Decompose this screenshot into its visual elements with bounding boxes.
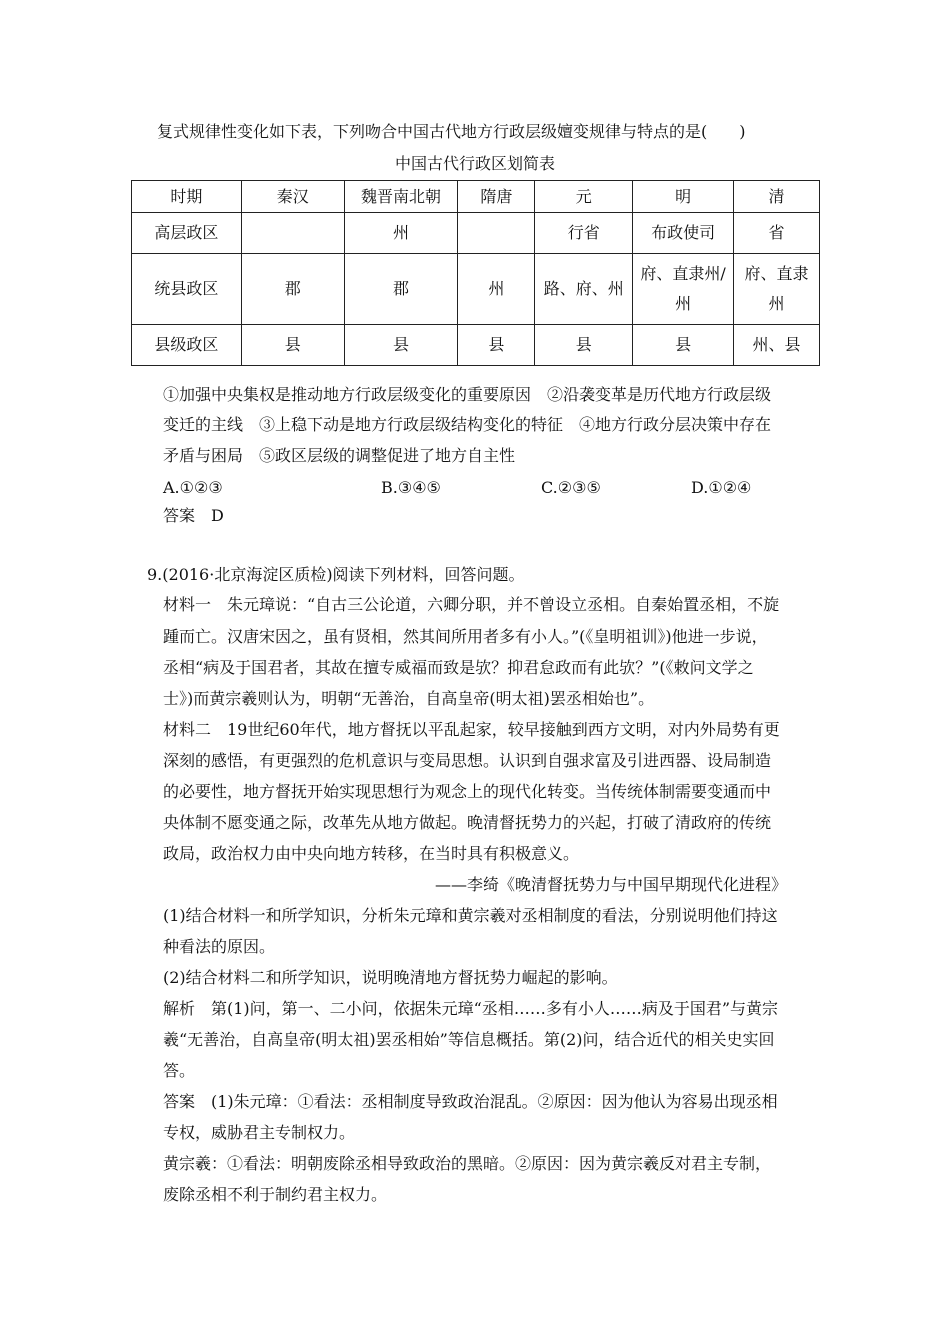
statement-line: 矛盾与困局 ⑤政区层级的调整促进了地方自主性 [163,446,516,465]
material-one-line: 丞相“病及于国君者，其故在擅专威福而致是欤？抑君怠政而有此欤？”(《敕问文学之 [163,658,754,677]
table-cell: 州 [344,213,458,254]
table-row [132,254,820,325]
sub-question-1: (1)结合材料一和所学知识，分析朱元璋和黄宗羲对丞相制度的看法，分别说明他们持这 [163,906,778,925]
table-header-cell: 魏晋南北朝 [344,181,458,213]
table-header-cell: 时期 [132,181,242,213]
sub-question-1: 种看法的原因。 [163,937,276,956]
q9-title: 9.(2016·北京海淀区质检)阅读下列材料，回答问题。 [147,565,525,584]
table-cell: 县 [535,325,633,366]
table-cell: 州 [458,254,535,325]
table-row [132,325,820,366]
table-header-cell: 隋唐 [458,181,535,213]
table-cell: 县 [458,325,535,366]
admin-division-table [131,180,820,366]
answer-line: 废除丞相不利于制约君主权力。 [163,1185,388,1204]
answer-options [163,478,751,498]
answer-q8: 答案 D [163,506,224,525]
table-cell: 行省 [535,213,633,254]
material-two-line: 央体制不愿变通之际，改革先从地方做起。晚清督抚势力的兴起，打破了清政府的传统 [163,813,772,832]
option-b: B.③④⑤ [381,478,441,497]
table-cell: 府、直隶州/州 [633,254,734,325]
table-cell: 县 [633,325,734,366]
table-cell: 州、县 [734,325,820,366]
table-cell: 布政使司 [633,213,734,254]
material-source: ——李绮《晚清督抚势力与中国早期现代化进程》 [435,875,788,894]
option-a: A.①②③ [163,478,223,497]
answer-line: 黄宗羲：①看法：明朝废除丞相导致政治的黑暗。②原因：因为黄宗羲反对君主专制， [163,1154,772,1173]
material-two-line: 材料二 19世纪60年代，地方督抚以平乱起家，较早接触到西方文明，对内外局势有更 [163,720,780,739]
table-header-cell: 元 [535,181,633,213]
material-one-line: 踵而亡。汉唐宋因之，虽有贤相，然其间所用者多有小人。”(《皇明祖训》)他进一步说， [163,627,768,646]
table-cell: 县 [241,325,344,366]
statement-line: ①加强中央集权是推动地方行政层级变化的重要原因 ②沿袭变革是历代地方行政层级 [163,385,772,404]
material-two-line: 深刻的感悟，有更强烈的危机意识与变局思想。认识到自强求富及引进西器、设局制造 [163,751,772,770]
table-header-cell: 秦汉 [241,181,344,213]
sub-question-2: (2)结合材料二和所学知识，说明晚清地方督抚势力崛起的影响。 [163,968,618,987]
answer-line: 答案 (1)朱元璋：①看法：丞相制度导致政治混乱。②原因：因为他认为容易出现丞相 [163,1092,778,1111]
table-cell: 府、直隶州 [734,254,820,325]
material-two-line: 政局，政治权力由中央向地方转移，在当时具有积极意义。 [163,844,580,863]
option-d: D.①②④ [691,478,752,497]
table-cell: 郡 [344,254,458,325]
material-two-line: 的必要性，地方督抚开始实现思想行为观念上的现代化转变。当传统体制需要变通而中 [163,782,772,801]
question-intro: 复式规律性变化如下表，下列吻合中国古代地方行政层级嬗变规律与特点的是( ) [157,122,746,141]
table-cell [458,213,535,254]
table-cell: 县 [344,325,458,366]
analysis-line: 羲“无善治，自高皇帝(明太祖)罢丞相始”等信息概括。第(2)问，结合近代的相关史实回 [163,1030,775,1049]
material-one-line: 材料一 朱元璋说：“自古三公论道，六卿分职，并不曾设立丞相。自秦始置丞相，不旋 [163,595,780,614]
table-header-cell: 清 [734,181,820,213]
answer-line: 专权，威胁君主专制权力。 [163,1123,356,1142]
table-cell: 省 [734,213,820,254]
table-row [132,213,820,254]
analysis-line: 解析 第(1)问，第一、二小问，依据朱元璋“丞相……多有小人……病及于国君”与黄宗 [163,999,779,1018]
table-cell: 统县政区 [132,254,242,325]
table-cell: 县级政区 [132,325,242,366]
table-cell [241,213,344,254]
analysis-line: 答。 [163,1061,196,1080]
material-one-line: 士》)而黄宗羲则认为，明朝“无善治，自高皇帝(明太祖)罢丞相始也”。 [163,689,655,708]
table-header-cell: 明 [633,181,734,213]
option-c: C.②③⑤ [541,478,601,497]
table-header-row [132,181,820,213]
table-title: 中国古代行政区划简表 [394,154,555,173]
statement-line: 变迁的主线 ③上稳下动是地方行政层级结构变化的特征 ④地方行政分层决策中存在 [163,415,772,434]
table-cell: 高层政区 [132,213,242,254]
table-cell: 路、府、州 [535,254,633,325]
table-cell: 郡 [241,254,344,325]
